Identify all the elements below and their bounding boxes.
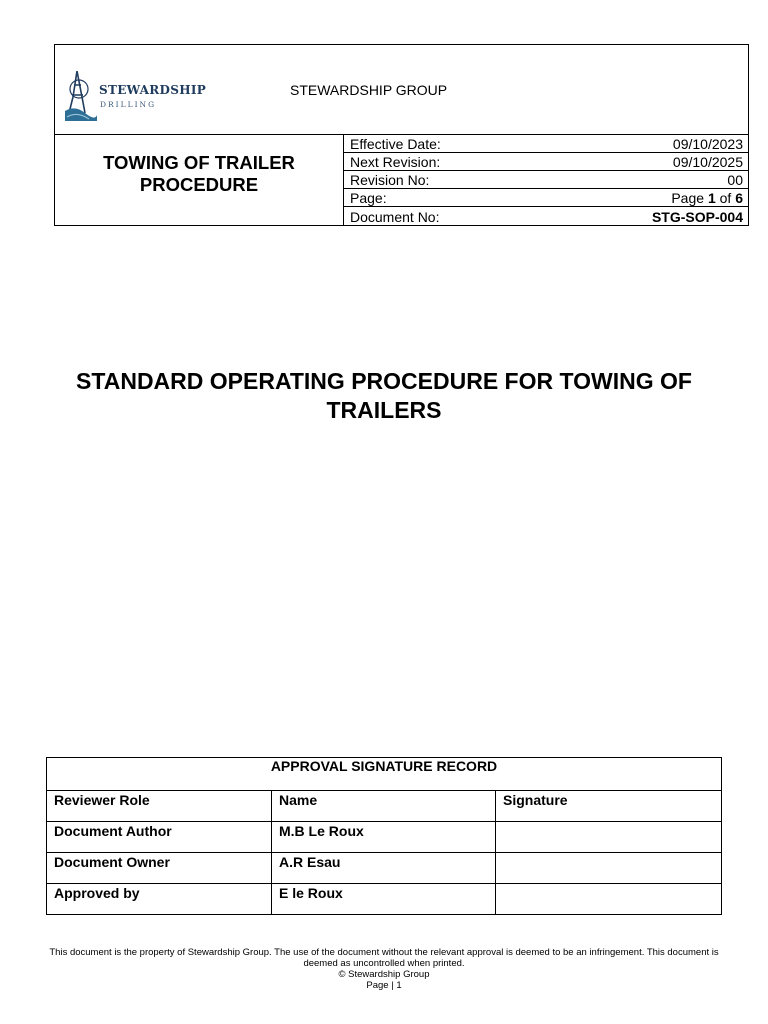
column-header: Name [272, 791, 496, 822]
company-logo [63, 67, 243, 125]
meta-label: Next Revision: [350, 153, 441, 170]
logo-wordmark: STEWARDSHIP [99, 83, 207, 97]
table-row [47, 853, 722, 884]
document-title: STANDARD OPERATING PROCEDURE FOR TOWING OF TRAILERS [76, 368, 692, 423]
signature-cell [496, 853, 722, 884]
reviewer-role: Document Owner [47, 853, 272, 884]
reviewer-name: M.B Le Roux [272, 822, 496, 853]
meta-label: Effective Date: [350, 135, 441, 152]
meta-value: 09/10/2025 [672, 153, 743, 170]
meta-row-next-revision [344, 153, 749, 171]
procedure-title: TOWING OF TRAILER PROCEDURE [103, 151, 295, 195]
meta-value: STG-SOP-004 [651, 208, 743, 225]
meta-value: 09/10/2023 [672, 135, 743, 152]
table-row [47, 884, 722, 915]
meta-label: Page: [350, 189, 387, 206]
page-total: 6 [735, 189, 743, 206]
logo-subtitle: DRILLING [100, 100, 157, 109]
reviewer-name: E le Roux [272, 884, 496, 915]
header-top-row [55, 45, 748, 135]
page-count [671, 190, 743, 206]
meta-row-document-no [344, 207, 749, 226]
table-row [47, 822, 722, 853]
page-prefix: Page [671, 189, 708, 206]
approval-signature-table [46, 757, 722, 915]
page-number: 1 [707, 189, 716, 206]
footer-copyright: © Stewardship Group [338, 969, 430, 980]
page-of: of [715, 189, 736, 206]
signature-cell [496, 822, 722, 853]
reviewer-role: Document Author [47, 822, 272, 853]
column-header: Reviewer Role [47, 791, 272, 822]
procedure-title-cell [55, 135, 344, 226]
meta-row-effective-date [344, 135, 749, 153]
document-header [54, 44, 749, 226]
table-caption: APPROVAL SIGNATURE RECORD [47, 758, 722, 791]
meta-value: 00 [727, 171, 743, 188]
footer-page-number: Page | 1 [366, 980, 402, 991]
column-header: Signature [496, 791, 722, 822]
organization-name: STEWARDSHIP GROUP [290, 82, 448, 98]
reviewer-role: Approved by [47, 884, 272, 915]
meta-row-revision-no [344, 171, 749, 189]
drilling-rig-icon [63, 67, 97, 123]
table-header-row [47, 791, 722, 822]
meta-label: Revision No: [350, 171, 430, 188]
page-footer [40, 947, 728, 991]
signature-cell [496, 884, 722, 915]
footer-disclaimer: This document is the property of Stewardship Group. The use of the document without the relevant approval is deemed to be an infringement. This document is deemed as uncontrolled when printed. [49, 947, 719, 969]
reviewer-name: A.R Esau [272, 853, 496, 884]
meta-row-page [344, 189, 749, 207]
meta-label: Document No: [350, 208, 440, 225]
document-metadata [344, 135, 749, 226]
